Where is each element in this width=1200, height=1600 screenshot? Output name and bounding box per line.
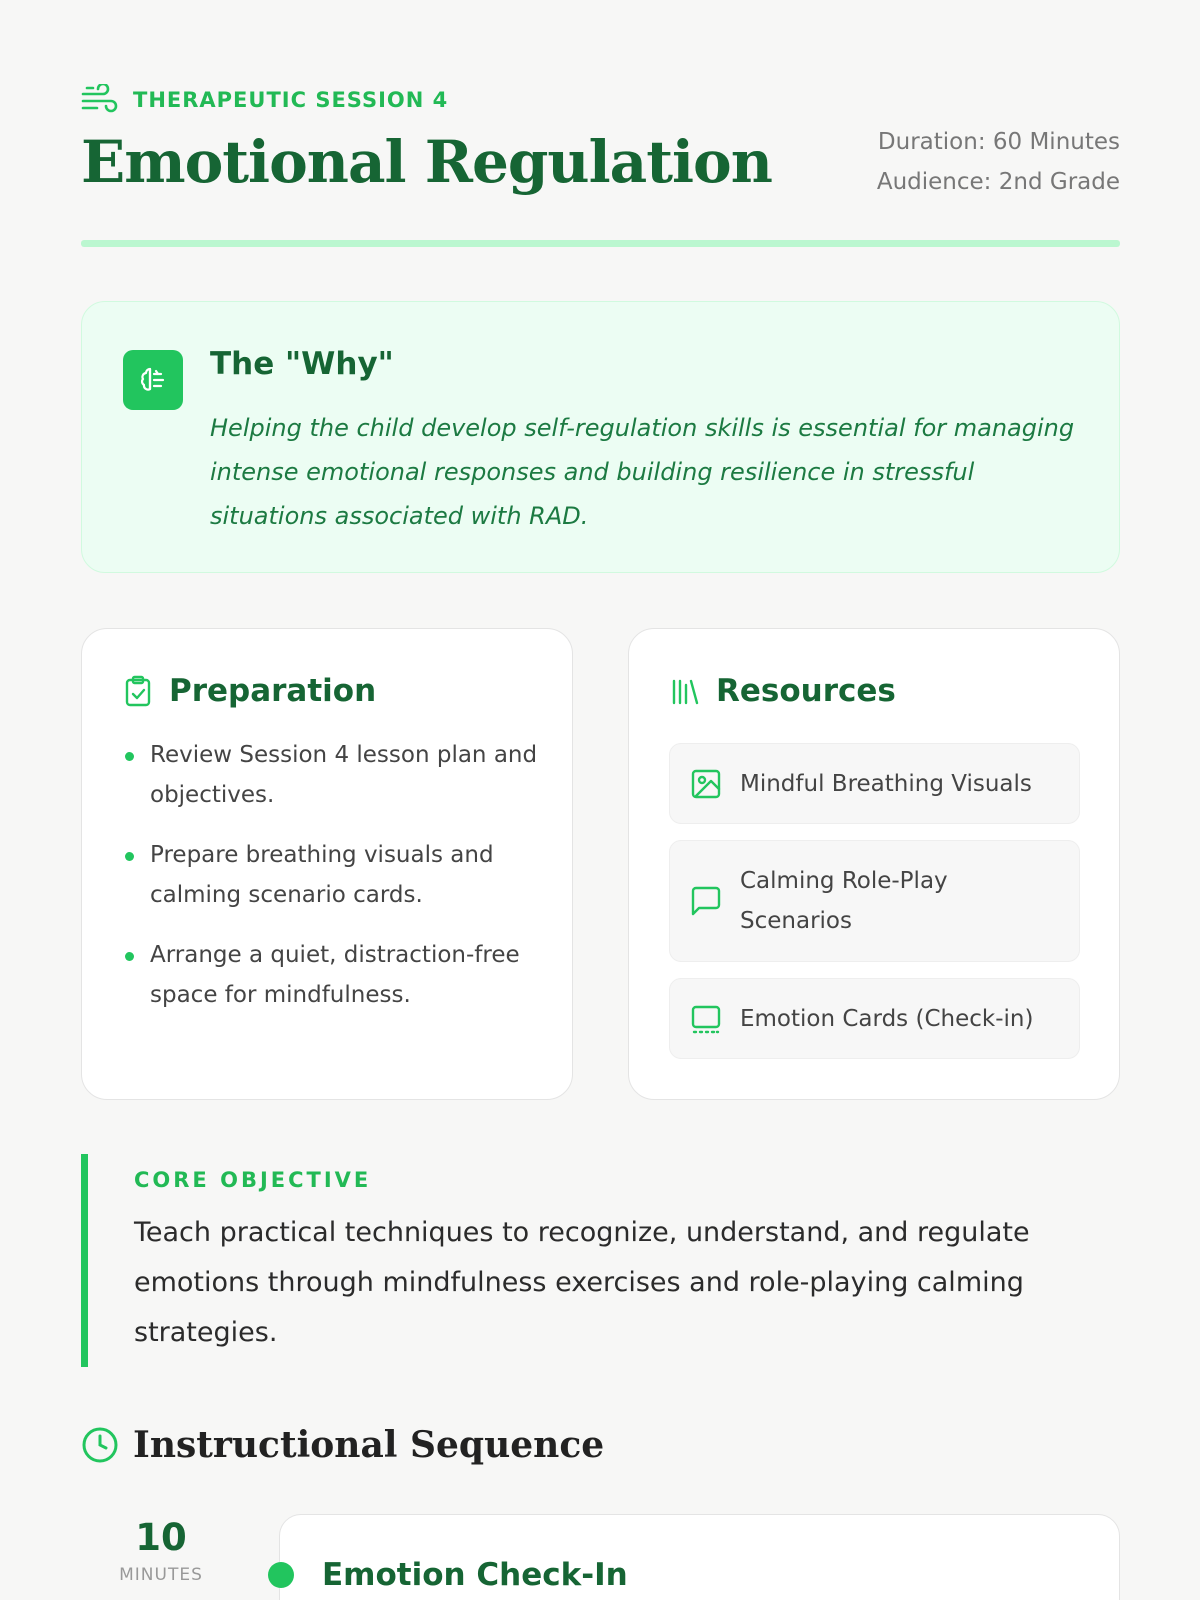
message-square-icon <box>690 885 722 917</box>
preparation-title: Preparation <box>169 673 377 709</box>
sequence-title: Instructional Sequence <box>133 1424 605 1466</box>
list-item: Prepare breathing visuals and calming scenario cards. <box>123 835 543 915</box>
sequence-header <box>81 1424 604 1466</box>
resources-header <box>670 673 896 709</box>
step-title: Emotion Check-In <box>322 1557 628 1593</box>
objective-label: CORE OBJECTIVE <box>134 1168 372 1192</box>
step-duration <box>81 1516 241 1585</box>
brain-icon <box>123 350 183 410</box>
step-minutes: 10 <box>135 1516 187 1559</box>
resource-label: Calming Role-Play Scenarios <box>740 868 948 934</box>
library-icon <box>670 675 700 707</box>
resources-card <box>628 628 1120 1100</box>
list-item: Review Session 4 lesson plan and objectives. <box>123 735 543 815</box>
resource-item-emotion-cards[interactable] <box>669 978 1080 1059</box>
preparation-card <box>81 628 573 1100</box>
clipboard-check-icon <box>123 675 153 707</box>
resources-list <box>669 743 1080 1075</box>
header-divider <box>81 240 1120 247</box>
step-unit: MINUTES <box>119 1565 203 1585</box>
audience-text: Audience: 2nd Grade <box>876 169 1120 195</box>
session-eyebrow <box>81 84 448 116</box>
resource-label: Mindful Breathing Visuals <box>740 770 1032 797</box>
list-item: Arrange a quiet, distraction-free space for mindfulness. <box>123 935 543 1015</box>
resource-item-breathing-visuals[interactable] <box>669 743 1080 824</box>
objective-text: Teach practical techniques to recognize, understand, and regulate emotions through mindfulness exercises and role-playing calming strategies. <box>134 1217 1030 1348</box>
resources-title: Resources <box>716 673 896 709</box>
resource-label: Emotion Cards (Check-in) <box>740 1005 1034 1032</box>
duration-text: Duration: 60 Minutes <box>877 129 1120 155</box>
clock-icon <box>81 1426 119 1464</box>
resource-item-role-play[interactable] <box>669 840 1080 962</box>
why-card <box>81 301 1120 573</box>
why-title: The "Why" <box>210 346 394 382</box>
cast-icon <box>690 1003 722 1035</box>
session-meta <box>877 122 1120 202</box>
why-text: Helping the child develop self-regulation skills is essential for managing intense emotional responses and building resilience in stressful situations associated with RAD. <box>210 414 1075 530</box>
preparation-list <box>123 735 543 1035</box>
session-label: THERAPEUTIC SESSION 4 <box>133 88 449 112</box>
image-icon <box>690 768 722 800</box>
core-objective <box>81 1154 1120 1367</box>
wind-icon <box>81 84 119 116</box>
timeline-dot <box>268 1562 294 1588</box>
page-title: Emotional Regulation <box>81 128 772 196</box>
preparation-header <box>123 673 376 709</box>
